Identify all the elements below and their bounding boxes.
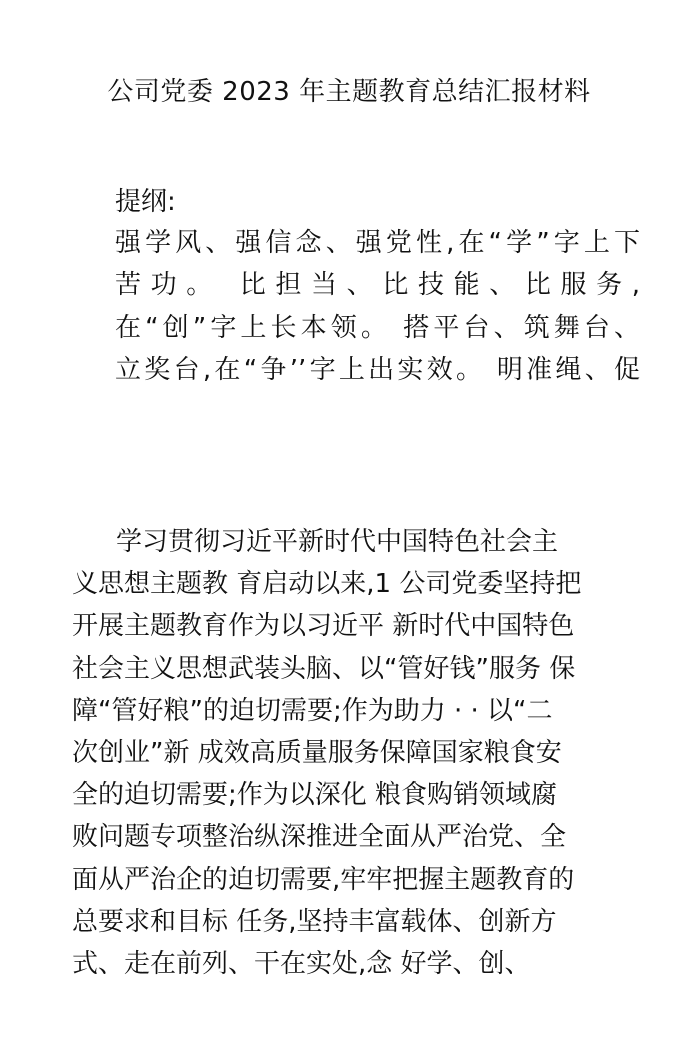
body-line: 义思想主题教 育启动以来,1 公司党委坚持把 <box>72 569 582 600</box>
body-line: 面从严治企的迫切需要,牢牢把握主题教育的 <box>72 864 575 895</box>
document-title: 公司党委 2023 年主题教育总结汇报材料 <box>107 77 591 107</box>
outline-line: 苦功。 比担当、比技能、比服务, <box>115 270 640 301</box>
body-line: 总要求和目标 任务,坚持丰富载体、创新方 <box>72 906 557 937</box>
outline-line: 强学风、强信念、强党性,在“学”字上下 <box>115 228 640 258</box>
body-line: 次创业”新 成效高质量服务保障国家粮食安 <box>72 737 562 768</box>
body-line: 社会主义思想武装头脑、以“管好钱”服务 保 <box>72 653 576 684</box>
outline-section <box>115 182 640 391</box>
body-line: 全的迫切需要;作为以深化 粮食购销领域腐 <box>72 780 558 811</box>
body-line: 开展主题教育作为以习近平 新时代中国特色 <box>72 611 575 642</box>
outline-label: 提纲: <box>115 187 176 217</box>
body-paragraph <box>72 521 640 985</box>
outline-line: 在“创”字上长本领。 搭平台、筑舞台、 <box>115 312 640 343</box>
outline-line: 立奖台,在“争’’字上出实效。 明准绳、促 <box>115 354 640 385</box>
body-line: 式、走在前列、干在实处,念 好学、创、 <box>72 948 531 979</box>
body-line: 败问题专项整治纵深推进全面从严治党、全 <box>72 822 567 853</box>
body-line: 障“管好粮”的迫切需要;作为助力 · · 以“二 <box>72 695 553 726</box>
body-line: 学习贯彻习近平新时代中国特色社会主 <box>116 527 559 557</box>
